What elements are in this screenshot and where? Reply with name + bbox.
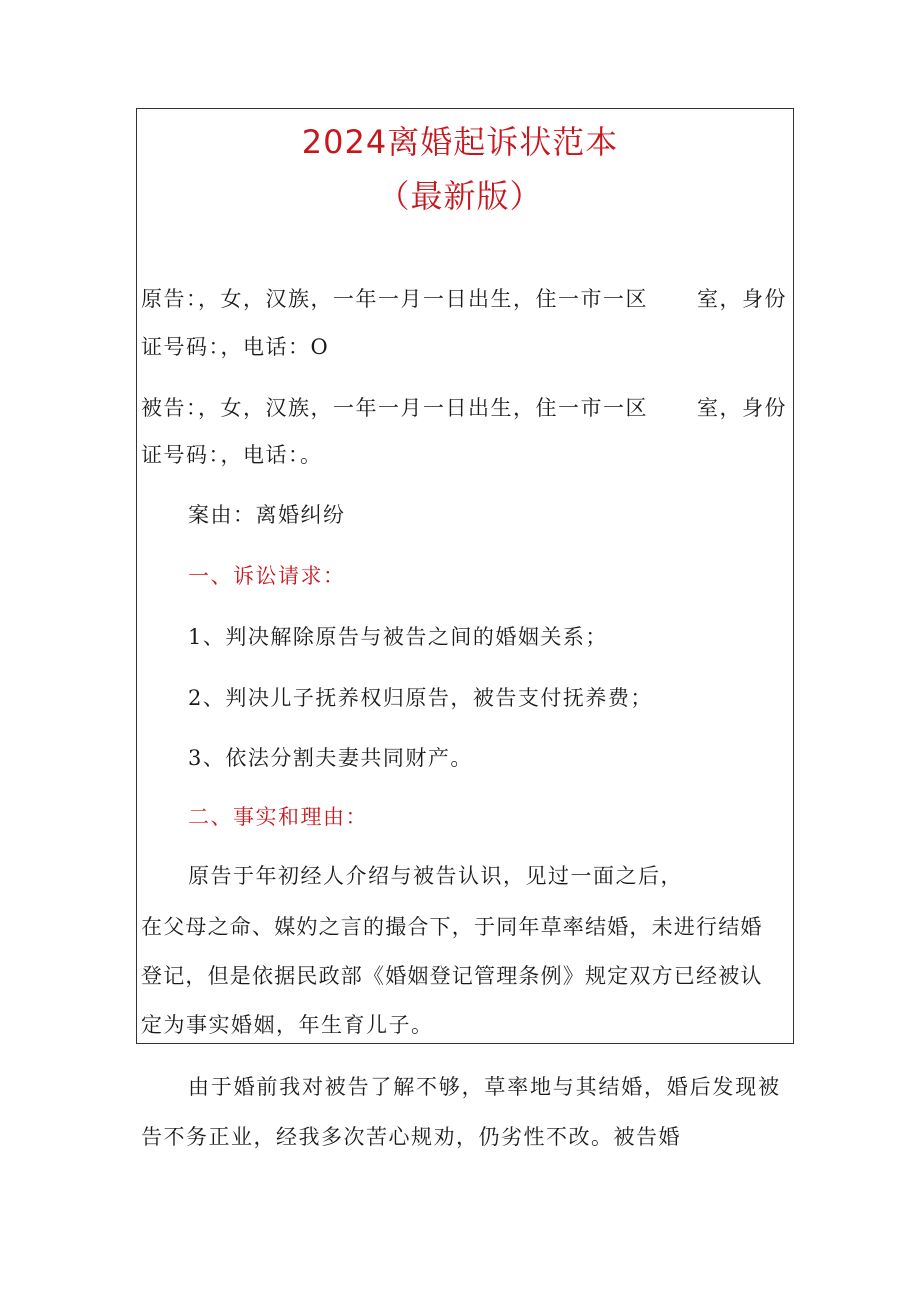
claim-item: 1、判决解除原告与被告之间的婚姻关系；	[188, 625, 608, 649]
facts-line: 原告于年初经人介绍与被告认识，见过一面之后，	[188, 864, 683, 888]
defendant-info-end: 室，身份	[697, 396, 787, 420]
facts-line: 定为事实婚姻，年生育儿子。	[141, 1013, 434, 1037]
case-cause: 案由：离婚纠纷	[188, 503, 346, 527]
plaintiff-line-2: 证号码：，电话：O	[141, 335, 330, 359]
claim-item: 3、依法分割夫妻共同财产。	[188, 746, 473, 770]
claim-item: 2、判决儿子抚养权归原告，被告支付抚养费；	[188, 686, 653, 710]
document-title: 2024离婚起诉状范本	[301, 123, 619, 161]
plaintiff-info: 原告：，女，汉族，一年一月一日出生，住一市一区	[141, 287, 648, 311]
plaintiff-info-end: 室，身份	[697, 287, 787, 311]
defendant-line-1	[141, 393, 787, 423]
defendant-info: 被告：，女，汉族，一年一月一日出生，住一市一区	[141, 396, 648, 420]
document-subtitle: （最新版）	[377, 177, 543, 215]
section-heading-claims: 一、诉讼请求：	[188, 564, 346, 588]
section-heading-facts: 二、事实和理由：	[188, 805, 368, 829]
plaintiff-line-1	[141, 284, 787, 314]
facts-line: 登记，但是依据民政部《婚姻登记管理条例》规定双方已经被认	[141, 964, 763, 988]
defendant-line-2: 证号码：，电话：。	[141, 443, 323, 467]
reasons-line: 告不务正业，经我多次苦心规劝，仍劣性不改。被告婚	[141, 1125, 681, 1149]
facts-line: 在父母之命、媒妁之言的撮合下，于同年草率结婚，未进行结婚	[141, 915, 763, 939]
reasons-line: 由于婚前我对被告了解不够，草率地与其结婚，婚后发现被	[188, 1075, 781, 1099]
